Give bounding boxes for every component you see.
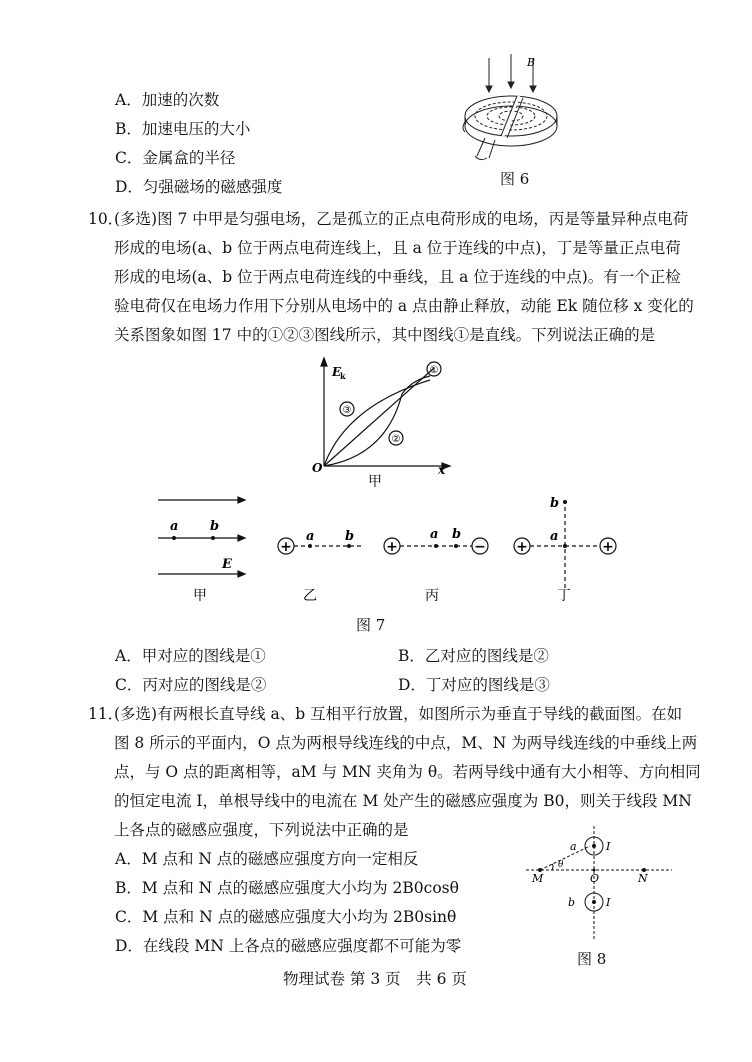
figure-7-panels (150, 488, 640, 606)
panel-bing-label: 丙 (425, 588, 439, 604)
figure-8-diagram (520, 822, 680, 946)
q9-option-b: B．加速电压的大小 (115, 120, 251, 138)
q10-number: 10． (88, 210, 124, 228)
ding-positive-charge-left: + (516, 539, 528, 555)
q10-option-b: B．乙对应的图线是② (398, 647, 549, 665)
q11-number: 11． (88, 705, 124, 723)
q11-option-d: D．在线段 MN 上各点的磁感应强度都不可能为零 (115, 937, 462, 955)
current-b-label: I (606, 896, 611, 909)
page-footer: 物理试卷 第 3 页 共 6 页 (283, 970, 467, 988)
yi-point-a: a (306, 529, 315, 544)
jia-point-a: a (170, 519, 179, 534)
panel-yi-label: 乙 (303, 588, 317, 604)
figure-8-caption: 图 8 (577, 950, 607, 968)
panel-ding-label: 丁 (557, 588, 571, 604)
point-m-label: M (532, 872, 544, 885)
q11-option-b: B．M 点和 N 点的磁感应强度大小均为 2B0cosθ (115, 879, 459, 897)
yi-positive-charge: + (280, 539, 292, 555)
panel-jia-label: 甲 (193, 588, 207, 604)
graph-title: 甲 (368, 474, 382, 490)
q9-option-a: A．加速的次数 (115, 91, 220, 109)
q10-option-c: C．丙对应的图线是② (115, 676, 267, 694)
bing-point-a: a (430, 527, 439, 542)
current-a-label: I (606, 840, 611, 853)
q10-option-a: A．甲对应的图线是① (115, 647, 266, 665)
curve-3-label: ③ (342, 405, 352, 416)
q10-text-line: 形成的电场(a、b 位于两点电荷连线的中垂线，且 a 位于连线的中点)。有一个正检 (114, 268, 681, 286)
wire-b-label: b (568, 896, 576, 909)
bing-positive-charge: + (386, 539, 398, 555)
yi-point-b: b (345, 529, 355, 544)
curve-1-label: ① (429, 365, 439, 376)
q11-option-c: C．M 点和 N 点的磁感应强度大小均为 2B0sinθ (115, 908, 457, 926)
q9-option-d: D．匀强磁场的磁感强度 (115, 178, 283, 196)
q11-option-a: A．M 点和 N 点的磁感应强度方向一定相反 (115, 850, 419, 868)
q10-text-line: 关系图象如图 17 中的①②③图线所示，其中图线①是直线。下列说法正确的是 (114, 326, 656, 344)
ek-x-graph (306, 356, 456, 491)
curve-2-label: ② (391, 434, 401, 445)
ding-positive-charge-right: + (602, 539, 614, 555)
jia-point-b: b (210, 519, 220, 534)
wire-a-label: a (570, 840, 577, 853)
q11-text-line: 上各点的磁感应强度，下列说法中正确的是 (114, 821, 409, 839)
point-o-label: O (590, 872, 600, 885)
curve-3-line (324, 380, 430, 466)
bing-negative-charge: − (474, 539, 486, 555)
cyclotron-figure (455, 52, 565, 170)
q9-option-c: C．金属盒的半径 (115, 149, 236, 167)
bing-point-b: b (452, 527, 462, 542)
q10-text-line: (多选)图 7 中甲是匀强电场，乙是孤立的正点电荷形成的电场，丙是等量异种点电荷 (114, 210, 689, 228)
origin-label: O (312, 461, 323, 475)
jia-field-label: E (222, 557, 232, 572)
q11-text-line: 点，与 O 点的距离相等，aM 与 MN 夹角为 θ。若两导线中通有大小相等、方向相同 (114, 763, 701, 781)
theta-label: θ (558, 860, 564, 870)
q11-text-line: 图 8 所示的平面内，O 点为两根导线连线的中点，M、N 为两导线连线的中垂线上两 (114, 734, 698, 752)
ek-axis-label: E (332, 365, 342, 379)
ding-point-b: b (550, 496, 560, 511)
point-n-label: N (638, 872, 648, 885)
q10-option-d: D．丁对应的图线是③ (398, 676, 550, 694)
figure-7-caption: 图 7 (356, 616, 386, 634)
q11-text-line: 的恒定电流 I，单根导线中的电流在 M 处产生的磁感应强度为 B0，则关于线段 MN (114, 792, 692, 810)
q10-text-line: 验电荷仅在电场力作用下分别从电场中的 a 点由静止释放，动能 Ek 随位移 x 变化的 (114, 297, 694, 315)
curve-1-line (324, 368, 434, 466)
x-axis-label: x (438, 463, 446, 477)
q10-text-line: 形成的电场(a、b 位于两点电荷连线上，且 a 位于连线的中点)，丁是等量正点电荷 (114, 239, 681, 257)
magnetic-field-label: B (527, 56, 536, 69)
ek-axis-sub: k (340, 371, 346, 381)
q11-text-line: (多选)有两根长直导线 a、b 互相平行放置，如图所示为垂直于导线的截面图。在如 (114, 705, 683, 723)
ding-point-a: a (550, 529, 559, 544)
figure-6-caption: 图 6 (500, 170, 530, 188)
